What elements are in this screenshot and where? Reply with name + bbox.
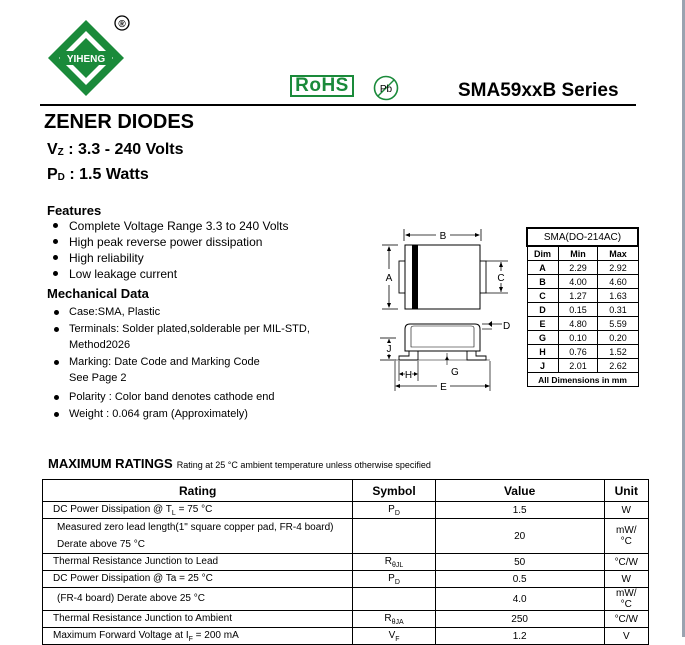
table-row: Maximum Forward Voltage at $I_F = 200$ mA $V_F$ 1.2 V [43, 628, 649, 645]
list-item: Weight : 0.064 gram (Approximately) [47, 406, 310, 422]
features-list [47, 218, 289, 282]
table-row: J 2.01 2.62 [527, 359, 638, 373]
dim-label-h: H [404, 370, 413, 381]
list-item: Low leakage current [47, 266, 289, 282]
mechanical-heading: Mechanical Data [47, 286, 149, 301]
table-row: G 0.10 0.20 [527, 331, 638, 345]
company-logo [40, 12, 132, 96]
list-item: Marking: Date Code and Marking Code See Page 2 [47, 354, 310, 386]
pb-label: Pb [379, 84, 393, 95]
rohs-badge: RoHS [290, 75, 354, 97]
ratings-header-value: Value [435, 480, 604, 502]
ratings-heading: MAXIMUM RATINGS Rating at 25 °C ambient temperature unless otherwise specified [48, 456, 431, 471]
table-row: D 0.15 0.31 [527, 303, 638, 317]
ratings-header-symbol: Symbol [353, 480, 435, 502]
registered-mark: ® [118, 19, 126, 30]
table-row: C 1.27 1.63 [527, 289, 638, 303]
ratings-table [42, 479, 649, 645]
pb-free-icon [373, 75, 399, 101]
dim-label-j: J [386, 344, 392, 355]
header-rule [40, 104, 636, 106]
features-heading: Features [47, 203, 102, 218]
list-item: Case:SMA, Plastic [47, 304, 310, 320]
dimensions-table [526, 227, 639, 387]
dim-label-e: E [440, 382, 447, 393]
power-spec: $P_D$ : 1.5 Watts [47, 166, 149, 183]
list-item: Complete Voltage Range 3.3 to 240 Volts [47, 218, 289, 234]
ratings-header-unit: Unit [604, 480, 648, 502]
dims-header-max: Max [598, 246, 638, 261]
dims-header-dim: Dim [527, 246, 558, 261]
dim-label-b: B [439, 231, 447, 242]
list-item: Terminals: Solder plated,solderable per MIL-STD, Method2026 [47, 321, 310, 353]
dim-label-c: C [497, 273, 505, 284]
logo-text: YIHENG [66, 54, 106, 65]
table-row: Thermal Resistance Junction to Lead $R_{\theta JL}$ 50 °C/W [43, 554, 649, 571]
package-outline-diagram [378, 225, 518, 395]
table-row: DC Power Dissipation @ $T_L = 75$ °C $P_D$ 1.5 W [43, 502, 649, 519]
table-row: A 2.29 2.92 [527, 261, 638, 275]
series-title: SMA59xxB Series [458, 80, 619, 101]
page-title: ZENER DIODES [44, 111, 195, 133]
table-row: Thermal Resistance Junction to Ambient $R_{\theta JA}$ 250 °C/W [43, 611, 649, 628]
dim-label-d: D [503, 321, 511, 332]
dims-header-min: Min [558, 246, 598, 261]
dimensions-footer: All Dimensions in mm [527, 373, 638, 387]
list-item: High reliability [47, 250, 289, 266]
table-row: B 4.00 4.60 [527, 275, 638, 289]
dim-label-a: A [385, 273, 393, 284]
table-row: E 4.80 5.59 [527, 317, 638, 331]
table-row: Measured zero lead length(1" square copper pad, FR-4 board) Derate above 75 °C 20 mW/°C [43, 519, 649, 554]
dimensions-caption: SMA(DO-214AC) [527, 228, 638, 246]
ratings-header-rating: Rating [43, 480, 353, 502]
list-item: Polarity : Color band denotes cathode end [47, 389, 310, 405]
table-row: (FR-4 board) Derate above 25 °C 4.0 mW/°C [43, 588, 649, 611]
mechanical-list [47, 304, 310, 422]
dim-label-g: G [451, 367, 459, 378]
voltage-spec: $V_Z$ : 3.3 - 240 Volts [47, 141, 184, 158]
table-row: DC Power Dissipation @ Ta = 25 °C $P_D$ 0.5 W [43, 571, 649, 588]
table-row: H 0.76 1.52 [527, 345, 638, 359]
list-item: High peak reverse power dissipation [47, 234, 289, 250]
